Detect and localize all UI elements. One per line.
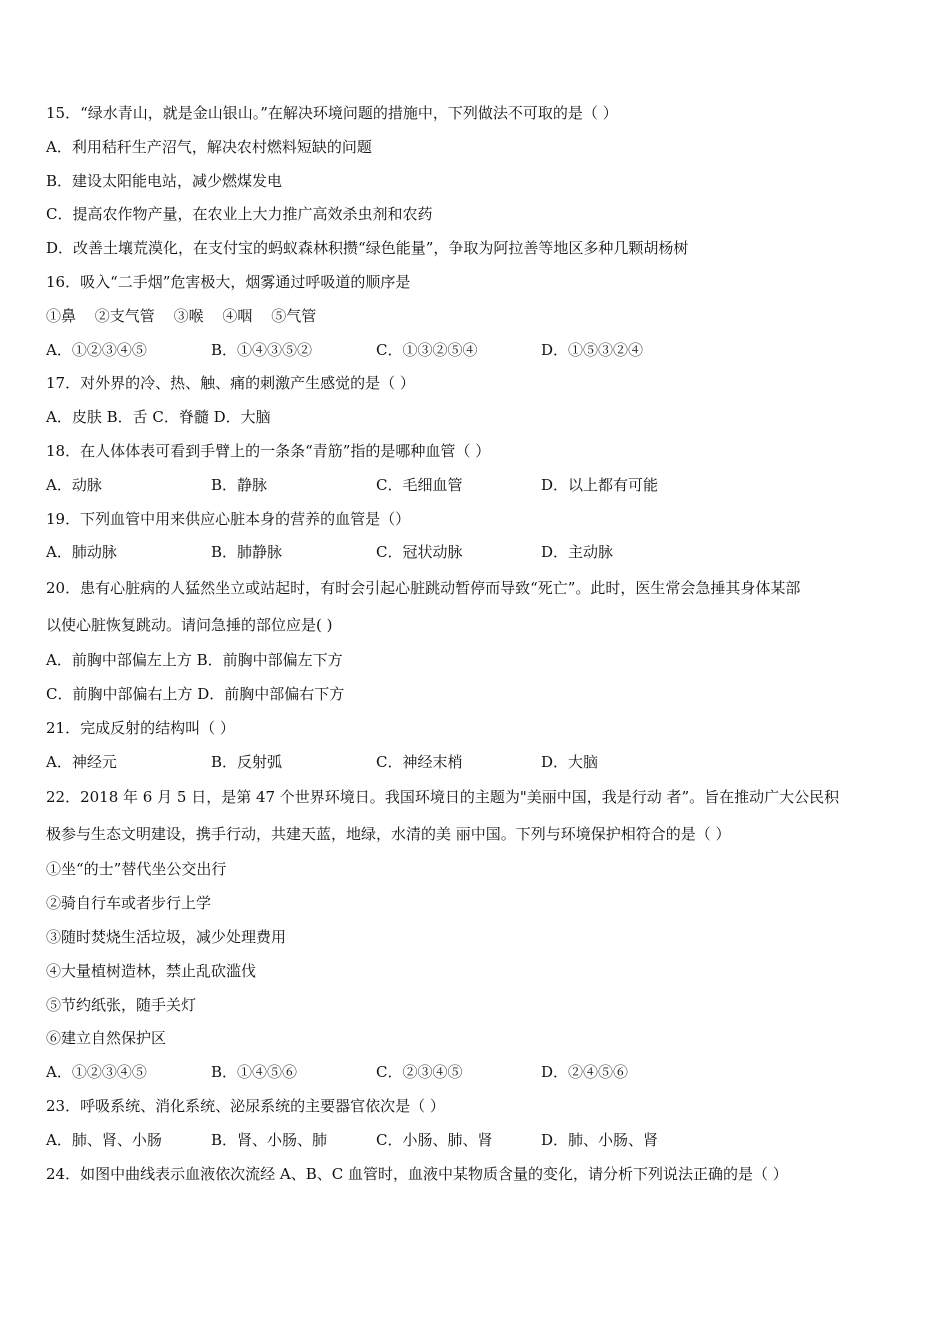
- q16-item: ④咽: [222, 306, 253, 325]
- q16-stem: 16．吸入“二手烟”危害极大，烟雾通过呼吸道的顺序是: [46, 272, 411, 291]
- q22-item: ⑤节约纸张，随手关灯: [46, 995, 197, 1014]
- q19-stem: 19．下列血管中用来供应心脏本身的营养的血管是（）: [46, 509, 411, 528]
- q17-stem: 17．对外界的冷、热、触、痛的刺激产生感觉的是（ ）: [46, 374, 415, 393]
- q16-option-c: C．①③②⑤④: [376, 340, 478, 359]
- q15-option-b: B．建设太阳能电站，减少燃煤发电: [46, 171, 283, 190]
- q22-options: [46, 1056, 908, 1090]
- q15-option-a: A．利用秸秆生产沼气，解决农村燃料短缺的问题: [46, 137, 372, 156]
- q22-option-b: B．①④⑤⑥: [211, 1063, 298, 1082]
- q18-option-c: C．毛细血管: [376, 475, 463, 494]
- q22-option-a: A．①②③④⑤: [46, 1063, 147, 1082]
- q20-options-ab: A．前胸中部偏左上方 B．前胸中部偏左下方: [46, 651, 343, 670]
- q16-option-d: D．①⑤③②④: [541, 340, 644, 359]
- q15-option-d: D．改善土壤荒漠化，在支付宝的蚂蚁森林积攒“绿色能量”，争取为阿拉善等地区多种几颗胡杨树: [46, 239, 689, 258]
- q19-option-c: C．冠状动脉: [376, 543, 463, 562]
- q16-options: [46, 334, 908, 368]
- q16-item: ⑤气管: [271, 306, 317, 325]
- q22-item: ④大量植树造林，禁止乱砍滥伐: [46, 961, 257, 980]
- q22-item: ⑥建立自然保护区: [46, 1029, 167, 1048]
- q19-options: [46, 536, 908, 570]
- q23-option-b: B．肾、小肠、肺: [211, 1130, 328, 1149]
- q21-option-c: C．神经末梢: [376, 752, 463, 771]
- q22-stem-line2: 极参与生态文明建设，携手行动，共建天蓝，地绿，水清的美 丽中国。下列与环境保护相符合的是（ ）: [46, 825, 731, 844]
- q22-stem-line1: 22．2018 年 6 月 5 日，是第 47 个世界环境日。我国环境日的主题为"美丽中国，我是行动 者”。旨在推动广大公民积: [46, 788, 840, 807]
- q22-option-d: D．②④⑤⑥: [541, 1063, 629, 1082]
- q16-option-b: B．①④③⑤②: [211, 340, 313, 359]
- exam-page: [46, 97, 908, 1191]
- q22-option-c: C．②③④⑤: [376, 1063, 463, 1082]
- q23-option-d: D．肺、小肠、肾: [541, 1130, 659, 1149]
- q23-option-c: C．小肠、肺、肾: [376, 1130, 493, 1149]
- q17-options: A．皮肤 B．舌 C．脊髓 D．大脑: [46, 408, 271, 427]
- q18-stem: 18．在人体体表可看到手臂上的一条条“青筋”指的是哪种血管（ ）: [46, 441, 491, 460]
- q21-options: [46, 746, 908, 780]
- q23-options: [46, 1124, 908, 1158]
- q16-item: ③喉: [173, 306, 204, 325]
- q20-stem-line1: 20．患有心脏病的人猛然坐立或站起时，有时会引起心脏跳动暂停而导致“死亡”。此时，医生常会急捶其身体某部: [46, 579, 801, 598]
- q16-item: ①鼻: [46, 306, 77, 325]
- q22-item: ③随时焚烧生活垃圾，减少处理费用: [46, 927, 287, 946]
- q22-item: ②骑自行车或者步行上学: [46, 894, 212, 913]
- q19-option-a: A．肺动脉: [46, 543, 117, 562]
- q21-option-b: B．反射弧: [211, 752, 283, 771]
- q23-stem: 23．呼吸系统、消化系统、泌尿系统的主要器官依次是（ ）: [46, 1096, 445, 1115]
- q24-stem: 24．如图中曲线表示血液依次流经 A、B、C 血管时，血液中某物质含量的变化，请分析下列说法正确的是（ ）: [46, 1164, 788, 1183]
- q16-items: [46, 300, 908, 334]
- q18-option-b: B．静脉: [211, 475, 268, 494]
- q18-option-a: A．动脉: [46, 475, 102, 494]
- q18-options: [46, 469, 908, 503]
- q21-stem: 21．完成反射的结构叫（ ）: [46, 718, 235, 737]
- q21-option-a: A．神经元: [46, 752, 117, 771]
- q18-option-d: D．以上都有可能: [541, 475, 659, 494]
- q22-item: ①坐“的士”替代坐公交出行: [46, 860, 227, 879]
- q15-option-c: C．提高农作物产量，在农业上大力推广高效杀虫剂和农药: [46, 205, 433, 224]
- q16-option-a: A．①②③④⑤: [46, 340, 147, 359]
- q19-option-b: B．肺静脉: [211, 543, 283, 562]
- q20-stem-line2: 以使心脏恢复跳动。请问急捶的部位应是( ): [46, 616, 333, 635]
- q19-option-d: D．主动脉: [541, 543, 614, 562]
- q20-options-cd: C．前胸中部偏右上方 D．前胸中部偏右下方: [46, 684, 345, 703]
- q16-item: ②支气管: [94, 306, 155, 325]
- q21-option-d: D．大脑: [541, 752, 599, 771]
- q23-option-a: A．肺、肾、小肠: [46, 1130, 162, 1149]
- q15-stem: 15．“绿水青山，就是金山银山。”在解决环境问题的措施中，下列做法不可取的是（ ）: [46, 104, 618, 122]
